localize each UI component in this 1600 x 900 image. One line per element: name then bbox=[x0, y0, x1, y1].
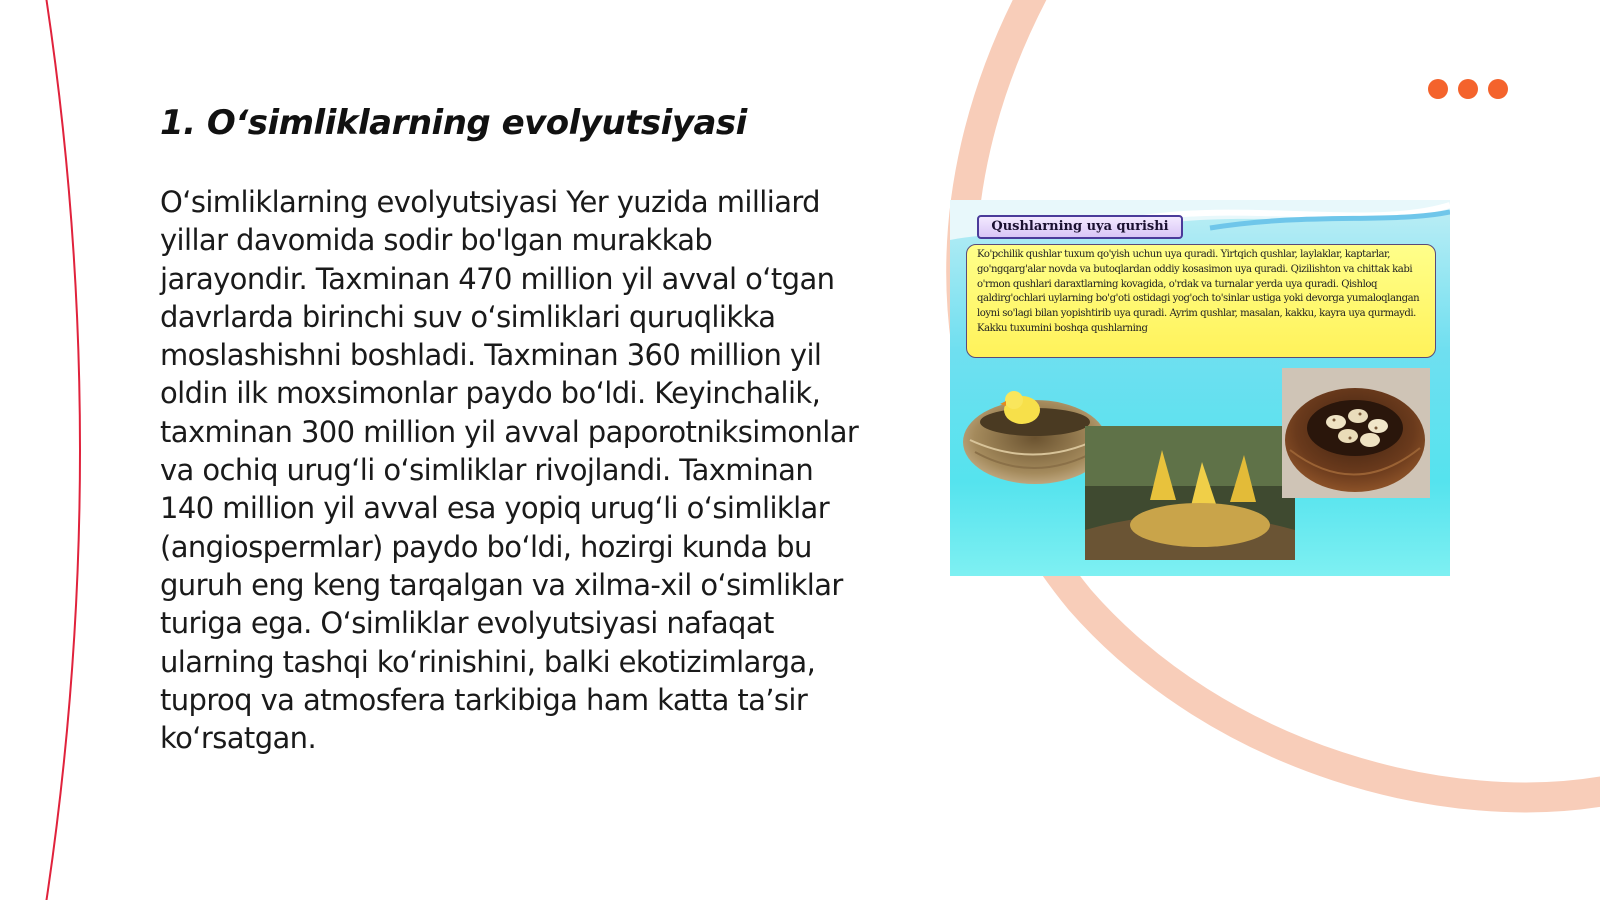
nest-with-eggs-image bbox=[1282, 368, 1430, 498]
bird-nests-picture bbox=[950, 200, 1450, 576]
slide-title: 1. O‘simliklarning evolyutsiyasi bbox=[160, 103, 747, 143]
decorative-dots bbox=[1428, 79, 1508, 99]
nest-illustrations bbox=[950, 200, 1450, 576]
picture-caption: Ko'pchilik qushlar tuxum qo'yish uchun uya quradi. Yirtqich qushlar, laylaklar, kaptarlar, go'ngqarg'alar novda va butoqlardan oddiy kosasimon uya quradi. Qizilishton va chittak kabi o'rmon qushlari daraxtlarning kovagida, o'rdak va turnalar yerda uya quradi. Qishloq qaldirg'ochlari uylarning bo'g'oti ostidagi yog'och to'sinlar ustiga yoki devorga yumaloqlangan loyni so'lagi bilan yopishtirib uya quradi. Ayrim qushlar, masalan, kakku, kayra uya qurmaydi. Kakku tuxumini boshqa qushlarning bbox=[966, 244, 1436, 358]
chicks-in-nest-image bbox=[1085, 426, 1295, 560]
left-curve-line bbox=[45, 0, 80, 900]
dot bbox=[1488, 79, 1508, 99]
dot bbox=[1428, 79, 1448, 99]
picture-title-label: Qushlarning uya qurishi bbox=[977, 215, 1183, 239]
slide-body-text: O‘simliklarning evolyutsiyasi Yer yuzida milliard yillar davomida sodir bo'lgan murakkab jarayondir. Taxminan 470 million yil avval o‘tgan davrlarda birinchi suv o‘simliklari quruqlikka moslashishni boshladi. Taxminan 360 million yil oldin ilk moxsimonlar paydo bo‘ldi. Keyinchalik, taxminan 300 million yil avval paporotniksimonlar va ochiq urug‘li o‘simliklar rivojlandi. Taxminan 140 million yil avval esa yopiq urug‘li o‘simliklar (angiospermlar) paydo bo‘ldi, hozirgi kunda bu guruh eng keng tarqalgan va xilma-xil o‘simliklar turiga ega. O‘simliklar evolyutsiyasi nafaqat ularning tashqi ko‘rinishini, balki ekotizimlarga, tuproq va atmosfera tarkibiga ham katta ta’sir ko‘rsatgan. bbox=[160, 185, 859, 756]
dot bbox=[1458, 79, 1478, 99]
